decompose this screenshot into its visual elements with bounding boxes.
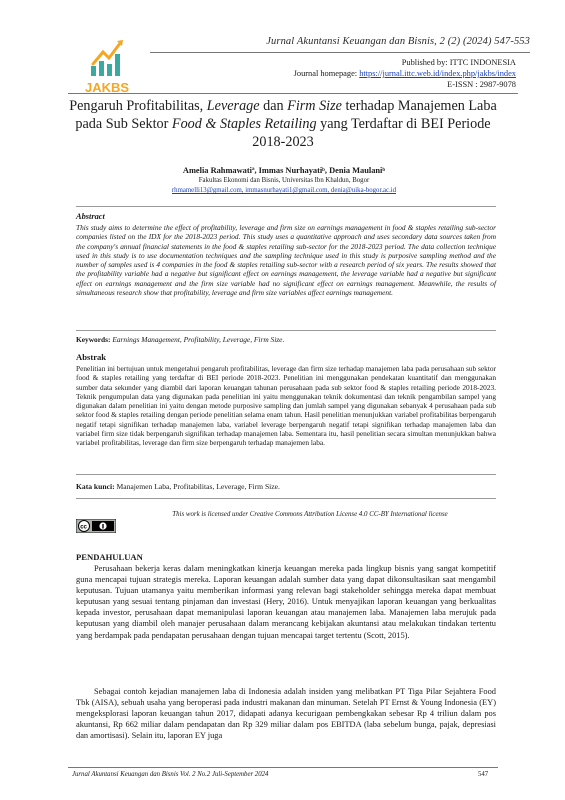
svg-text:JAKBS: JAKBS (85, 80, 130, 95)
journal-logo (77, 34, 147, 96)
author-emails[interactable]: rhmamelli13@gmail.com, immasnurhayati1@gmail.com, denia@uika-bogor.ac.id (171, 187, 397, 194)
published-by: Published by: ITTC INDONESIA (401, 58, 516, 67)
header-divider-2 (68, 93, 518, 94)
abstrak-text: Penelitian ini bertujuan untuk mengetahui pengaruh profitabilitas, leverage dan firm size terhadap manajemen laba pada perusahaan sub sektor food & staples retailing yang terdaftar di BEI periode 2018-2023. Penelitian ini menggunakan pendekatan kuantitatif dan menggunakan sumber data sekunder yang diambil dari laporan keuangan tahunan perusahaan pada sub sektor food & staples retailing periode 2018-2023. Teknik pengumpulan data yang digunakan pada penelitian ini yaitu menggunakan teknik dokumentasi dan teknik pengambilan sampel yang digunakan dalam penelitian ini yaitu dengan metode purposive sampling dan jumlah sampel yang digunakan sebanyak 4 perusahaan pada sub sektor food & staples retailing dengan periode penelitian selama enam tahun. Hasil penelitian menunjukkan variabel profitabilitas berpengaruh negatif tetapi signifikan terhadap manajemen laba, variabel leverage berpengaruh negatif tetapi signifikan terhadap manajemen laba dan variabel firm size tidak berpengaruh signifikan terhadap manajemen laba. Sementara itu, hasil penelitian secara simultan menunjukkan bahwa variabel profitabilitas, leverage dan firm size berpengaruh terhadap manajemen laba. (76, 364, 496, 448)
authors: Amelia Rahmawatiª, Immas Nurhayatiᵇ, Denia Maulaniᵇ (182, 166, 386, 175)
abstract-heading: Abstract (76, 212, 105, 221)
affiliation: Fakultas Ekonomi dan Bisnis, Universitas Ibn Khaldun, Bogor (198, 177, 370, 184)
intro-paragraph-1: Perusahaan bekerja keras dalam meningkatkan kinerja keuangan mereka pada lingkup bisnis yang sangat kompetitif guna mencapai tujuan strategis mereka. Laporan keuangan adalah sumber data yang dapat dikonsultasikan saat mengambil keputusan. Tujuan utamanya yaitu memberikan informasi yang relevan bagi stakeholder sehingga mereka dapat membuat keputusan yang sesuai tentang pinjaman dan investasi (Hery, 2016). Untuk menyajikan laporan keuangan yang berkualitas kepada investor, perusahaan dapat memanipulasi laporan keuangan atau manajemen laba. Manajemen laba merujuk pada keputusan yang diambil oleh manajer perusahaan dalam merancang kebijakan akuntansi atau melakukan tindakan tertentu yang berdampak pada pendapatan perusahaan dengan tujuan mencapai target tertentu (Scott, 2015). (76, 564, 496, 640)
svg-text:cc: cc (80, 524, 87, 531)
kata-kunci: Kata kunci: Manajemen Laba, Profitabilitas, Leverage, Firm Size. (76, 482, 280, 491)
intro-paragraph-2: Sebagai contoh kejadian manajemen laba di Indonesia adalah insiden yang melibatkan PT Tiga Pilar Sejahtera Food Tbk (AISA), sebuah usaha yang beroperasi pada industri makanan dan minuman. Setelah PT Ernst & Young Indonesia (EY) mengeksplorasi laporan keuangan tahun 2017, didapati adanya kecurigaan pembengkakan sebesar Rp 4 triliun dalam pos akuntansi, Rp 662 miliar dalam pendapatan dan Rp 329 miliar dalam pos EBITDA (laba sebelum bunga, pajak, depresiasi dan amortisasi). Selain itu, laporan EY juga (76, 687, 496, 741)
cc-by-badge[interactable] (76, 519, 116, 533)
eissn: E-ISSN : 2987-9078 (447, 80, 516, 89)
homepage-label: Journal homepage: (293, 69, 358, 78)
divider (76, 206, 496, 207)
divider (76, 330, 496, 331)
journal-title: Jurnal Akuntansi Keuangan dan Bisnis, 2 (2) (2024) 547-553 (266, 36, 530, 47)
divider (76, 474, 496, 475)
footer-journal: Jurnal Akuntansi Keuangan dan Bisnis Vol. 2 No.2 Juli-September 2024 (72, 771, 269, 778)
article-title: Pengaruh Profitabilitas, Leverage dan Firm Size terhadap Manajemen Laba pada Sub Sektor Food & Staples Retailing yang Terdaftar di BEI Periode 2018-2023 (69, 98, 497, 150)
header-divider (150, 52, 530, 53)
publisher-block (150, 57, 516, 90)
keywords: Keywords: Earnings Management, Profitability, Leverage, Firm Size. (76, 335, 285, 344)
homepage-link[interactable]: https://jurnal.ittc.web.id/index.php/jakbs/index (359, 69, 516, 78)
page-number: 547 (478, 771, 489, 778)
divider (76, 498, 496, 499)
abstrak-heading: Abstrak (76, 352, 107, 362)
license-text: This work is licensed under Creative Commons Attribution License 4.0 CC-BY International license (172, 511, 448, 518)
abstract-text: This study aims to determine the effect of profitability, leverage and firm size on earnings management in food & staples retailing sub-sector companies listed on the IDX for the 2018-2023 period. This study uses a quantitative approach and uses secondary data sources taken from the company's annual financial statements in the food & staples retailing sub-sector for the 2018-2023 period. The data collection technique used in this study is to use documentation techniques and the sampling technique used in this study is purposive sampling method and the number of samples used is 4 companies in the food & staples retailing sub-sector with a research period of six years. The results showed that the profitability variable had a negative but significant effect on earnings management, the leverage variable had a negative but significant effect on earnings management and the firm size variable had no significant effect on earnings management. Meanwhile, the results of simultaneous research show that profitability, leverage and firm size variables affect earnings management. (76, 223, 496, 298)
section-heading-introduction: PENDAHULUAN (76, 552, 143, 562)
homepage-line (150, 68, 516, 79)
footer-divider (68, 767, 498, 768)
